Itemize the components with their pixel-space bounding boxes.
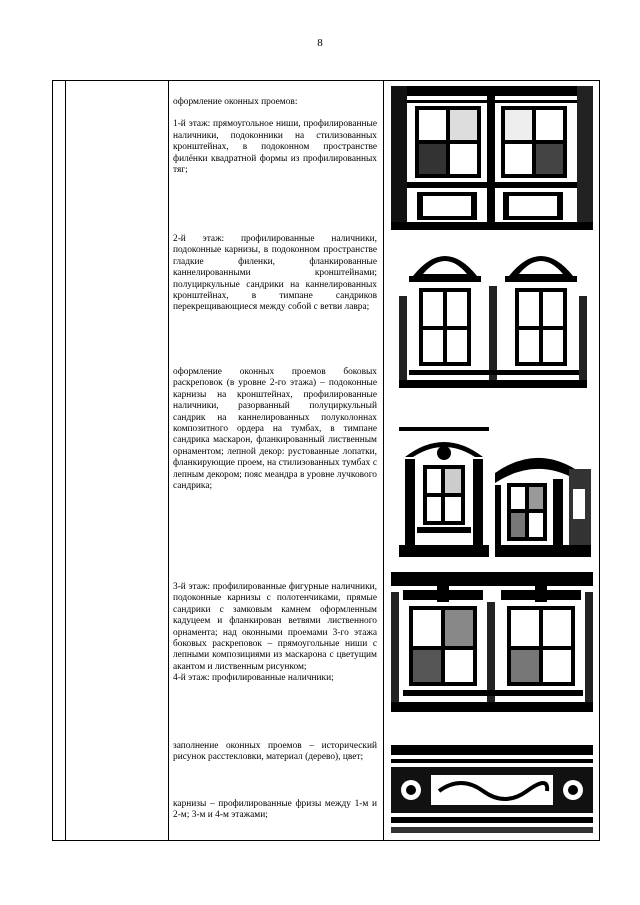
text-block-windows-floor3-4 bbox=[173, 582, 377, 685]
paragraph: заполнение оконных проемов – исторический рисунок расстекловки, материал (дерево), цвет; bbox=[173, 741, 377, 763]
text-block-windows-floor2 bbox=[173, 234, 377, 314]
text-block-windows-floor1 bbox=[173, 97, 377, 176]
paragraph: 3-й этаж: профилированные фигурные наличники, подоконные карнизы с полотенчиками, прямые сандрики с замковым камнем оформленным кадуцеем и фланкирован ветвями лиственного орнамента; над оконными проемами 3-го этажа боковых раскреповок – прямоугольные ниши с лепными композициями из маскарона с цветущим акантом и лиственным рисунком; bbox=[173, 582, 377, 672]
text-block-window-fill bbox=[173, 741, 377, 764]
photo-floor2-windows bbox=[399, 236, 587, 388]
photo-risalit-window bbox=[399, 427, 489, 557]
column-divider-1 bbox=[65, 81, 66, 840]
page-number: 8 bbox=[317, 37, 323, 49]
photo-frieze bbox=[391, 745, 593, 833]
photo-risalit-perspective bbox=[495, 449, 591, 557]
paragraph: 4-й этаж: профилированные наличники; bbox=[173, 673, 334, 684]
column-divider-3 bbox=[383, 81, 384, 840]
photo-floor1-windows bbox=[391, 86, 593, 230]
text-block-side-risalits bbox=[173, 367, 377, 492]
photo-floor3-windows bbox=[391, 572, 593, 712]
paragraph: 2-й этаж: профилированные наличники, подоконные карнизы, в подоконном пространстве гладкие филенки, фланкированные каннелированными кронштейнами; полуциркульные сандрики на каннелированных кронштейнах, в тимпане сандриков перекрещивающиеся между собой с ветви лавра; bbox=[173, 234, 377, 313]
paragraph: оформление оконных проемов: bbox=[173, 97, 298, 107]
paragraph: 1-й этаж: прямоугольное ниши, профилированные наличники, подоконники на стилизованных кронштейнах, в подоконном пространстве филёнки квадратной формы из профилированных тяг; bbox=[173, 119, 377, 176]
column-divider-2 bbox=[168, 81, 169, 840]
table bbox=[52, 80, 600, 841]
paragraph: оформление оконных проемов боковых раскреповок (в уровне 2-го этажа) – подоконные карнизы на кронштейнах, профилированные наличники, разорванный полуциркульный сандрик на каннелированных полуколоннах композитного ордера на тумбах, в тимпане сандрика маскарон, фланкированный лиственным орнаментом; лепной декор: рустованные лопатки, фланкирующие проем, на стилизованных тумбах с лепным декором; пояс меандра в уровне лучкового сандрика; bbox=[173, 367, 377, 492]
paragraph: карнизы – профилированные фризы между 1-м и 2-м; 3-м и 4-м этажами; bbox=[173, 799, 377, 821]
text-block-cornices bbox=[173, 799, 377, 822]
